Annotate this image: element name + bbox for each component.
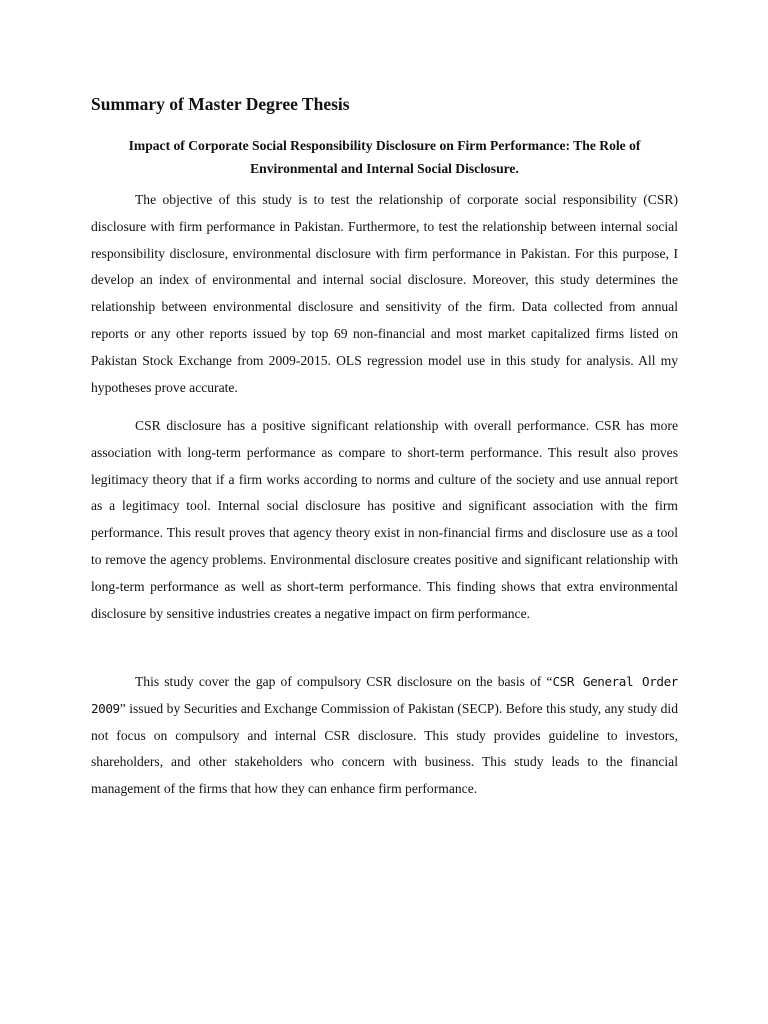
quoted-order-name: CSR General Order 2009 bbox=[91, 674, 678, 716]
paragraph-findings: CSR disclosure has a positive significant relationship with overall performance. CSR has more association with long-term performance as compare to short-term performance. This result also proves legitimacy theory that if a firm works according to norms and culture of the society and use annual report as a legitimacy tool. Internal social disclosure has positive and significant association with the firm performance. This result proves that agency theory exist in non-financial firms and disclosure use as a tool to remove the agency problems. Environmental disclosure creates positive and significant relationship with long-term performance as well as short-term performance. This finding shows that extra environmental disclosure by sensitive industries creates a negative impact on firm performance. bbox=[91, 418, 678, 621]
open-quote: “ bbox=[546, 674, 553, 689]
paragraph-contribution bbox=[91, 669, 678, 803]
paragraph-contribution-end: issued by Securities and Exchange Commission of Pakistan (SECP). Before this study, any study did not focus on compulsory and internal CSR disclosure. This study provides guideline to investors, shareholders, and other stakeholders who concern with business. This study leads to the financial management of the firms that how they can enhance firm performance. bbox=[91, 700, 678, 797]
paragraph-contribution-start: This study cover the gap of compulsory CSR disclosure on the basis of bbox=[135, 674, 542, 689]
close-quote: ” bbox=[119, 700, 126, 716]
paragraph-objective: The objective of this study is to test the relationship of corporate social responsibility (CSR) disclosure with firm performance in Pakistan. Furthermore, to test the relationship between internal social responsibility disclosure, environmental disclosure with firm performance in Pakistan. For this purpose, I develop an index of environmental and internal social disclosure. Moreover, this study determines the relationship between environmental disclosure and sensitivity of the firm. Data collected from annual reports or any other reports issued by top 69 non-financial and most market capitalized firms listed on Pakistan Stock Exchange from 2009-2015. OLS regression model use in this study for analysis. All my hypotheses prove accurate. bbox=[91, 192, 678, 395]
thesis-title: Impact of Corporate Social Responsibility Disclosure on Firm Performance: The Role of Environmental and Internal Social Disclosure. bbox=[128, 138, 641, 176]
document-heading: Summary of Master Degree Thesis bbox=[91, 94, 350, 114]
